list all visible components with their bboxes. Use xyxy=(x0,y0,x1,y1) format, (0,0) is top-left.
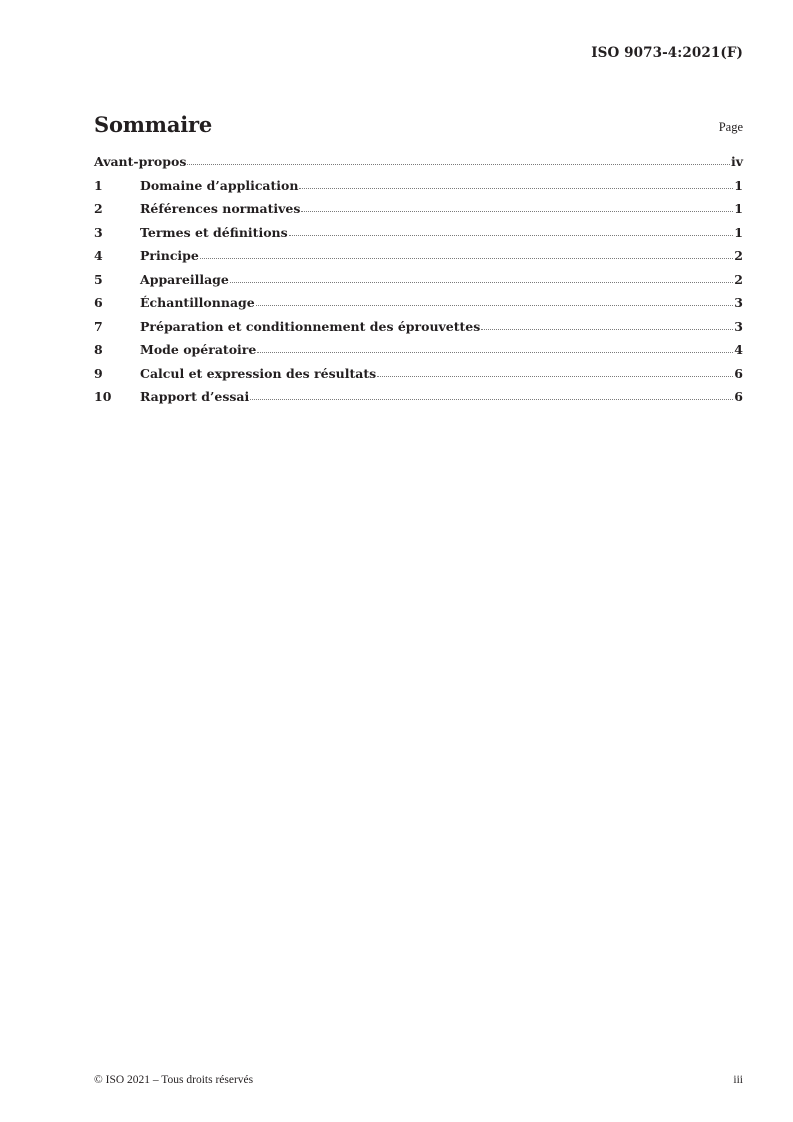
toc-entry-foreword[interactable] xyxy=(94,154,743,178)
toc-entry-page: 2 xyxy=(734,248,743,263)
page-column-label: Page xyxy=(718,120,743,134)
footer-copyright: © ISO 2021 – Tous droits réservés xyxy=(94,1074,254,1086)
toc-entry-number: 3 xyxy=(94,224,103,240)
toc-leader-dots xyxy=(256,304,734,306)
toc-entry-page: 2 xyxy=(734,271,743,287)
toc-entry[interactable] xyxy=(94,295,743,319)
toc-entry-label: Références normatives xyxy=(140,201,301,216)
document-id: ISO 9073-4:2021(F) xyxy=(591,45,743,61)
toc-entry-label: Préparation et conditionnement des éprouvettes xyxy=(140,318,481,334)
toc-entry-page: 1 xyxy=(734,224,743,240)
toc-title: Sommaire xyxy=(94,112,213,137)
toc-entry-label: Avant-propos xyxy=(94,154,187,169)
toc-entry-label: Termes et définitions xyxy=(140,224,288,240)
toc-entry[interactable] xyxy=(94,319,743,343)
toc-leader-dots xyxy=(299,187,733,189)
toc-entry-label: Rapport d’essai xyxy=(140,389,250,404)
toc-entry-label: Domaine d’application xyxy=(140,177,299,193)
toc-entry[interactable] xyxy=(94,342,743,366)
toc-entry-number: 10 xyxy=(94,389,112,404)
toc-entry[interactable] xyxy=(94,389,743,413)
toc-entry-label: Principe xyxy=(140,248,199,263)
toc-entry[interactable] xyxy=(94,201,743,225)
toc-header xyxy=(94,112,743,142)
toc-leader-dots xyxy=(200,257,733,259)
toc-entry-number: 7 xyxy=(94,318,103,334)
toc-entry[interactable] xyxy=(94,225,743,249)
toc-entry-page: 1 xyxy=(734,177,743,193)
toc-entry[interactable] xyxy=(94,366,743,390)
toc-entry-page: 3 xyxy=(734,318,743,334)
toc-entry-number: 2 xyxy=(94,201,103,216)
footer-page-number: iii xyxy=(733,1074,743,1086)
toc-entry-label: Échantillonnage xyxy=(140,295,255,310)
toc-leader-dots xyxy=(257,351,733,353)
toc-entry-page: 3 xyxy=(734,295,743,310)
toc-entry[interactable] xyxy=(94,272,743,296)
toc-entry-number: 1 xyxy=(94,177,103,193)
toc-entry-label: Mode opératoire xyxy=(140,342,257,357)
toc-entry-number: 8 xyxy=(94,342,103,357)
toc-entry-label: Calcul et expression des résultats xyxy=(140,365,377,381)
toc-leader-dots xyxy=(250,398,733,400)
toc-leader-dots xyxy=(289,234,734,236)
toc-entry[interactable] xyxy=(94,178,743,202)
toc-leader-dots xyxy=(301,210,733,212)
toc-entry-page: 6 xyxy=(734,365,743,381)
toc-leader-dots xyxy=(481,328,733,330)
toc-entry[interactable] xyxy=(94,248,743,272)
table-of-contents xyxy=(94,154,743,413)
toc-entry-page: 1 xyxy=(734,201,743,216)
toc-entry-label: Appareillage xyxy=(140,271,229,287)
toc-entry-number: 9 xyxy=(94,365,103,381)
toc-leader-dots xyxy=(187,163,730,165)
toc-entry-page: 4 xyxy=(734,342,743,357)
toc-leader-dots xyxy=(230,281,733,283)
toc-entry-page: iv xyxy=(730,154,743,169)
toc-entry-number: 5 xyxy=(94,271,103,287)
toc-entry-page: 6 xyxy=(734,389,743,404)
toc-leader-dots xyxy=(377,375,733,377)
toc-entry-number: 6 xyxy=(94,295,103,310)
toc-entry-number: 4 xyxy=(94,248,103,263)
